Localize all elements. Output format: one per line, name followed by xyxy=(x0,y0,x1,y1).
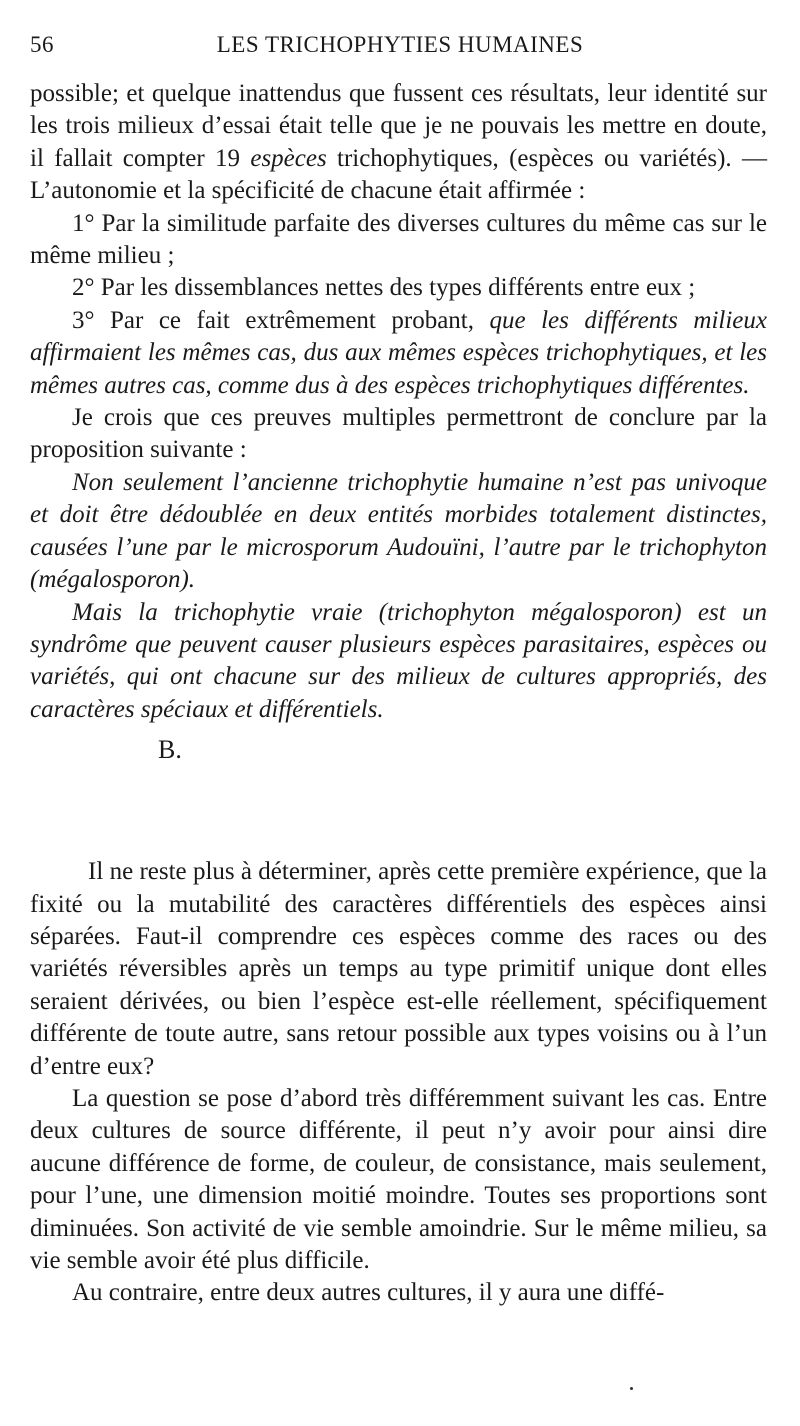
body-text xyxy=(30,78,767,1310)
section-heading: B. xyxy=(158,735,182,765)
paragraph-results xyxy=(30,78,767,208)
running-title: LES TRICHOPHYTIES HUMAINES xyxy=(216,32,584,57)
paragraph-results-text: possible; et quelque inattendus que fussent ces résultats, leur identité sur les trois milieux d’essai était telle que je ne pouvais les mettre en doute, il fallait compter 19 xyxy=(30,80,767,172)
page-header xyxy=(30,28,770,64)
paragraph-results-italic: espèces xyxy=(250,144,327,172)
list-item-3 xyxy=(30,305,767,402)
paragraph-b2: La question se pose d’abord très différemment suivant les cas. Entre deux cultures de source différente, il peut n’y avoir pour ainsi dire aucune différence de forme, de couleur, de consistance, mais seulement, pour l’une, une dimension moitié moindre. Toutes ses proportions sont diminuées. Son activité de vie semble amoindrie. Sur le même milieu, sa vie semble avoir été plus difficile. xyxy=(30,1084,767,1274)
proposition-1: Non seulement l’ancienne trichophytie humaine n’est pas univoque et doit être dédoublée en deux entités morbides totalement distinctes, causées l’une par le microsporum Audouïni, l’autre par le trichophyton (mégalosporon). xyxy=(30,468,767,594)
paragraph-b1: Il ne reste plus à déterminer, après cette première expérience, que la fixité ou la mutabilité des caractères différentiels des espèces ainsi séparées. Faut-il comprendre ces espèces comme des races ou des variétés réversibles après un temps au type primitif unique dont elles seraient dérivées, ou bien l’espèce est-elle réellement, spécifiquement différente de toute autre, sans retour possible aux types voisins ou à l’un d’entre eux? xyxy=(30,858,767,1080)
list-item-1: 1° Par la similitude parfaite des diverses cultures du même cas sur le même milieu ; xyxy=(30,209,767,270)
paragraph-b3: Au contraire, entre deux autres cultures, il y aura une diffé- xyxy=(72,1279,665,1307)
paragraph-conclusion: Je crois que ces preuves multiples permettront de conclure par la proposition suivante : xyxy=(30,404,767,464)
paragraph-results-tail: trichophytiques, (espèces ou variétés). — L’autonomie et la spécificité de chacune était affirmée : xyxy=(30,144,767,205)
list-item-3-lead: 3° Par ce fait extrêmement probant, xyxy=(72,306,490,334)
proposition-2: Mais la trichophytie vraie (trichophyton mégalosporon) est un syndrôme que peuvent causer plusieurs espèces parasitaires, espèces ou variétés, qui ont chacune sur des milieux de cultures appropriés, des caractères spéciaux et différentiels. xyxy=(30,598,767,723)
list-item-2: 2° Par les dissemblances nettes des types différents entre eux ; xyxy=(72,274,696,302)
page-number: 56 xyxy=(30,32,54,57)
list-item-3-italic: que les différents milieux affirmaient les mêmes cas, dus aux mêmes espèces trichophytiques, et les mêmes autres cas, comme dus à des espèces trichophytiques différentes. xyxy=(30,306,767,399)
ink-speck xyxy=(630,1387,633,1390)
